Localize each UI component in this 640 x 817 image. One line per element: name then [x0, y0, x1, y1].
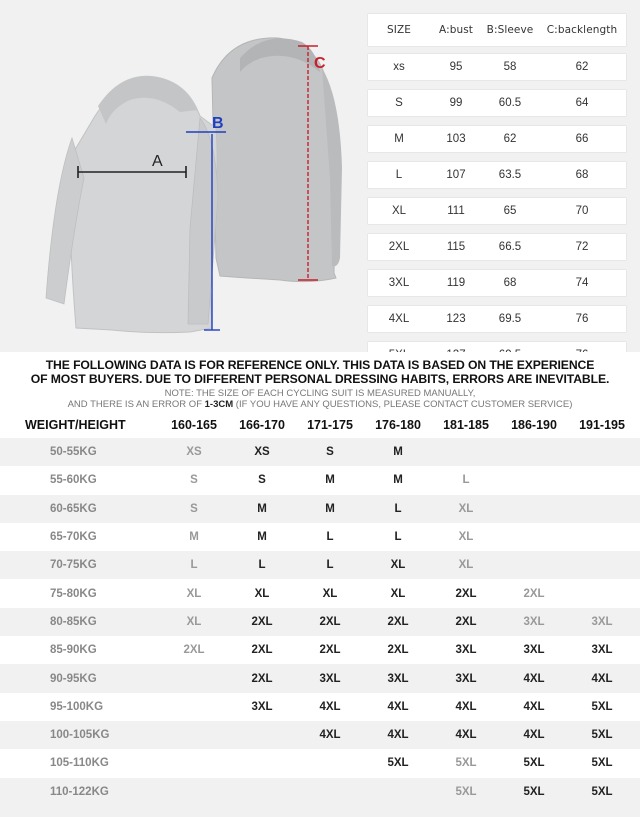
bust-value: 99	[449, 97, 463, 109]
label-b: B	[212, 115, 224, 132]
weight-height-row	[0, 778, 640, 806]
size-recommendation: XL	[458, 502, 474, 515]
size-recommendation: XL	[458, 531, 474, 544]
hoodie-front	[46, 76, 218, 333]
size-recommendation: 5XL	[591, 785, 613, 798]
size-recommendation: 5XL	[387, 757, 409, 770]
weight-height-row	[0, 749, 640, 777]
backlength-value: 74	[575, 277, 589, 289]
label-c: C	[314, 55, 326, 72]
backlength-value: 64	[575, 97, 589, 109]
size-recommendation: S	[258, 474, 266, 487]
size-value: M	[394, 133, 404, 145]
weight-height-row	[0, 523, 640, 551]
bust-value: 103	[446, 133, 466, 145]
bust-value: 115	[446, 241, 466, 253]
header-height-col: 191-195	[579, 418, 625, 432]
size-value: L	[395, 169, 403, 181]
header-bust: A:bust	[438, 24, 474, 36]
size-recommendation: XS	[254, 446, 270, 459]
size-recommendation: 5XL	[455, 757, 477, 770]
size-recommendation: M	[393, 446, 403, 459]
label-a: A	[152, 153, 163, 170]
weight-height-row	[0, 466, 640, 494]
bust-value: 95	[449, 61, 463, 73]
size-recommendation: M	[189, 531, 199, 544]
backlength-value: 76	[575, 313, 589, 325]
size-recommendation: 2XL	[387, 615, 409, 628]
header-sleeve: B:Sleeve	[486, 24, 534, 36]
backlength-value: 68	[575, 169, 589, 181]
weight-range: 65-70KG	[50, 531, 97, 544]
size-recommendation: XS	[186, 446, 202, 459]
size-recommendation: L	[258, 559, 266, 572]
hoodie-illustration	[40, 28, 370, 348]
size-recommendation: 5XL	[523, 757, 545, 770]
size-recommendation: S	[326, 446, 334, 459]
header-height-col: 171-175	[307, 418, 353, 432]
weight-range: 95-100KG	[50, 700, 104, 713]
backlength-value: 66	[575, 133, 589, 145]
weight-range: 60-65KG	[50, 502, 97, 515]
sleeve-value: 66.5	[498, 241, 522, 253]
size-recommendation: 5XL	[591, 729, 613, 742]
weight-height-table	[0, 412, 640, 806]
size-value: S	[395, 97, 403, 109]
size-chart-row	[368, 270, 626, 296]
size-recommendation: 2XL	[523, 587, 545, 600]
size-recommendation: 2XL	[319, 615, 341, 628]
header-backlength: C:backlength	[546, 24, 618, 36]
size-chart-table	[368, 14, 626, 378]
size-recommendation: 2XL	[251, 644, 273, 657]
weight-height-row	[0, 438, 640, 466]
size-recommendation: 3XL	[523, 615, 545, 628]
note-line-4-bold: 1-3CM	[204, 399, 234, 410]
size-chart-row	[368, 54, 626, 80]
size-recommendation: XL	[186, 587, 202, 600]
size-recommendation: L	[326, 559, 334, 572]
weight-range: 75-80KG	[50, 587, 97, 600]
backlength-value: 70	[575, 205, 589, 217]
weight-height-row	[0, 495, 640, 523]
note-line-4	[0, 399, 640, 410]
bust-value: 107	[446, 169, 466, 181]
size-chart-header	[368, 14, 626, 46]
size-chart-row	[368, 306, 626, 332]
size-recommendation: 2XL	[455, 587, 477, 600]
backlength-value: 72	[575, 241, 589, 253]
size-recommendation: M	[325, 474, 335, 487]
size-recommendation: 4XL	[319, 700, 341, 713]
note-line-4-post: (IF YOU HAVE ANY QUESTIONS, PLEASE CONTACT CUSTOMER SERVICE)	[233, 399, 573, 410]
size-recommendation: XL	[322, 587, 338, 600]
size-recommendation: 4XL	[523, 672, 545, 685]
size-chart-row	[368, 162, 626, 188]
size-recommendation: 3XL	[455, 672, 477, 685]
size-recommendation: 5XL	[455, 785, 477, 798]
size-value: XL	[391, 205, 407, 217]
sleeve-value: 62	[503, 133, 517, 145]
note-line-4-pre: AND THERE IS AN ERROR OF	[67, 399, 205, 410]
weight-height-row	[0, 693, 640, 721]
size-value: 3XL	[388, 277, 410, 289]
size-recommendation: M	[393, 474, 403, 487]
measurement-section	[0, 0, 640, 352]
header-height-col: 160-165	[171, 418, 217, 432]
size-recommendation: 3XL	[319, 672, 341, 685]
size-recommendation: XL	[254, 587, 270, 600]
size-recommendation: 3XL	[591, 615, 613, 628]
weight-height-row	[0, 551, 640, 579]
size-recommendation: XL	[390, 559, 406, 572]
size-recommendation: L	[462, 474, 470, 487]
weight-range: 80-85KG	[50, 615, 97, 628]
header-height-col: 166-170	[239, 418, 285, 432]
size-recommendation: 3XL	[523, 644, 545, 657]
size-recommendation: 2XL	[387, 644, 409, 657]
size-value: 2XL	[388, 241, 410, 253]
hoodie-back	[212, 38, 342, 282]
weight-height-row	[0, 608, 640, 636]
garment-figure	[40, 28, 370, 348]
size-chart-row	[368, 234, 626, 260]
bust-value: 119	[446, 277, 466, 289]
sleeve-value: 58	[503, 61, 517, 73]
bust-value: 123	[446, 313, 466, 325]
sleeve-value: 65	[503, 205, 517, 217]
size-recommendation: XL	[458, 559, 474, 572]
size-recommendation: 4XL	[455, 729, 477, 742]
size-recommendation: L	[394, 531, 402, 544]
size-recommendation: 4XL	[387, 729, 409, 742]
size-recommendation: 4XL	[387, 700, 409, 713]
sleeve-value: 60.5	[498, 97, 522, 109]
size-recommendation: 2XL	[319, 644, 341, 657]
size-recommendation: 4XL	[455, 700, 477, 713]
weight-height-row	[0, 664, 640, 692]
weight-range: 100-105KG	[50, 729, 110, 742]
note-line-3: NOTE: THE SIZE OF EACH CYCLING SUIT IS MEASURED MANUALLY,	[164, 388, 476, 399]
size-recommendation: 3XL	[591, 644, 613, 657]
size-recommendation: XL	[186, 615, 202, 628]
weight-range: 90-95KG	[50, 672, 97, 685]
size-recommendation: 2XL	[183, 644, 205, 657]
size-recommendation: 2XL	[455, 615, 477, 628]
weight-range: 85-90KG	[50, 644, 97, 657]
header-height-col: 181-185	[443, 418, 489, 432]
weight-height-row	[0, 636, 640, 664]
header-height-col: 176-180	[375, 418, 421, 432]
size-recommendation: 3XL	[251, 700, 273, 713]
sleeve-value: 63.5	[498, 169, 522, 181]
size-recommendation: S	[190, 502, 198, 515]
size-recommendation: XL	[390, 587, 406, 600]
size-recommendation: M	[257, 502, 267, 515]
size-recommendation: M	[325, 502, 335, 515]
weight-range: 50-55KG	[50, 446, 97, 459]
size-recommendation: S	[190, 474, 198, 487]
weight-range: 105-110KG	[50, 757, 109, 770]
note-line-2: OF MOST BUYERS. DUE TO DIFFERENT PERSONAL DRESSING HABITS, ERRORS ARE INEVITABLE.	[30, 372, 610, 386]
size-recommendation: 5XL	[591, 700, 613, 713]
header-weight-height: WEIGHT/HEIGHT	[25, 418, 126, 432]
sleeve-value: 68	[503, 277, 517, 289]
weight-height-row	[0, 579, 640, 607]
size-recommendation: 2XL	[251, 672, 273, 685]
size-chart-row	[368, 90, 626, 116]
note-line-1: THE FOLLOWING DATA IS FOR REFERENCE ONLY. THIS DATA IS BASED ON THE EXPERIENCE	[45, 358, 595, 372]
header-height-col: 186-190	[511, 418, 557, 432]
size-recommendation: L	[394, 502, 402, 515]
weight-range: 55-60KG	[50, 474, 97, 487]
weight-height-header	[0, 412, 640, 438]
size-recommendation: 4XL	[591, 672, 613, 685]
size-recommendation: 3XL	[387, 672, 409, 685]
size-value: 4XL	[388, 313, 410, 325]
size-recommendation: M	[257, 531, 267, 544]
weight-range: 110-122KG	[50, 785, 109, 798]
weight-height-row	[0, 721, 640, 749]
size-recommendation: 4XL	[523, 729, 545, 742]
size-recommendation: L	[326, 531, 334, 544]
size-value: xs	[393, 61, 405, 73]
size-recommendation: 5XL	[523, 785, 545, 798]
size-chart-row	[368, 198, 626, 224]
backlength-value: 62	[575, 61, 589, 73]
sleeve-value: 69.5	[498, 313, 522, 325]
size-recommendation: L	[190, 559, 198, 572]
reference-notes	[0, 352, 640, 412]
weight-range: 70-75KG	[50, 559, 97, 572]
size-recommendation: 4XL	[523, 700, 545, 713]
size-recommendation: 5XL	[591, 757, 613, 770]
bust-value: 111	[447, 205, 465, 217]
size-recommendation: 3XL	[455, 644, 477, 657]
size-chart-row	[368, 126, 626, 152]
header-size: SIZE	[387, 24, 411, 36]
size-recommendation: 4XL	[319, 729, 341, 742]
size-recommendation: 2XL	[251, 615, 273, 628]
